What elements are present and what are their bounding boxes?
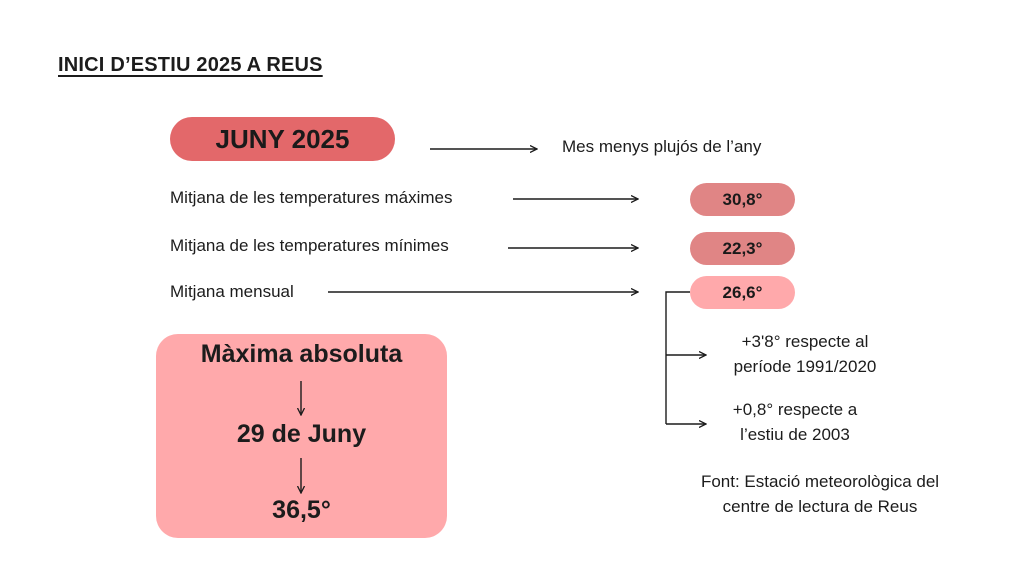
value-min: 22,3° bbox=[722, 238, 763, 258]
bracket-connector bbox=[666, 292, 690, 424]
row-label-min: Mitjana de les temperatures mínimes bbox=[170, 236, 449, 255]
month-note: Mes menys plujós de l’any bbox=[562, 137, 762, 156]
value-mean: 26,6° bbox=[722, 282, 763, 302]
max-value: 36,5° bbox=[272, 496, 331, 524]
source-line2: centre de lectura de Reus bbox=[722, 496, 918, 516]
source-line1: Font: Estació meteorològica del bbox=[700, 472, 940, 491]
month-pill-label: JUNY 2025 bbox=[215, 123, 350, 154]
row-label-max: Mitjana de les temperatures máximes bbox=[170, 188, 453, 207]
row-label-mean: Mitjana mensual bbox=[170, 282, 294, 301]
value-max: 30,8° bbox=[722, 189, 763, 209]
comparison-1-line2: període 1991/2020 bbox=[733, 356, 877, 376]
comparison-2-line1: +0,8° respecte a bbox=[732, 400, 858, 419]
comparison-2-line2: l’estiu de 2003 bbox=[740, 424, 850, 444]
comparison-1-line1: +3'8° respecte al bbox=[741, 332, 869, 351]
max-date: 29 de Juny bbox=[236, 420, 367, 448]
max-heading: Màxima absoluta bbox=[200, 340, 403, 368]
page-title: INICI D’ESTIU 2025 A REUS bbox=[58, 54, 323, 76]
